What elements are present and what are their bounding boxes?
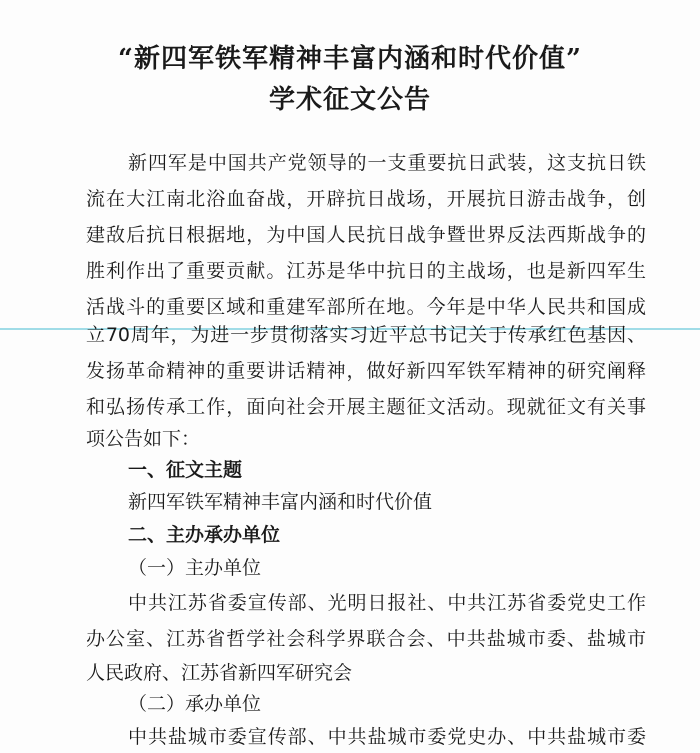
intro-line: 建敌后抗日根据地，为中国人民抗日战争暨世界反法西斯战争的 xyxy=(86,224,646,246)
intro-line: 发扬革命精神的重要讲话精神，做好新四军铁军精神的研究阐释 xyxy=(86,360,646,382)
intro-line: 流在大江南北浴血奋战，开辟抗日战场，开展抗日游击战争，创 xyxy=(86,188,646,210)
intro-line: 新四军是中国共产党领导的一支重要抗日武装，这支抗日铁 xyxy=(128,152,646,174)
body-line: 办公室、江苏省哲学社会科学界联合会、中共盐城市委、盐城市 xyxy=(86,628,646,650)
intro-line: 和弘扬传承工作，面向社会开展主题征文活动。现就征文有关事 xyxy=(86,396,646,418)
intro-line: 立70周年，为进一步贯彻落实习近平总书记关于传承红色基因、 xyxy=(86,324,646,346)
body-line: 人民政府、江苏省新四军研究会 xyxy=(86,662,353,684)
title-line-2: 学术征文公告 xyxy=(268,85,431,115)
body-line: 中共江苏省委宣传部、光明日报社、中共江苏省委党史工作 xyxy=(128,592,646,614)
body-line: 中共盐城市委宣传部、中共盐城市委党史办、中共盐城市委 xyxy=(128,726,646,748)
intro-line: 胜利作出了重要贡献。江苏是华中抗日的主战场，也是新四军生 xyxy=(86,260,646,282)
subsection-heading: （二）承办单位 xyxy=(128,693,262,715)
intro-line: 活战斗的重要区域和重建军部所在地。今年是中华人民共和国成 xyxy=(86,296,646,318)
section-heading: 一、征文主题 xyxy=(128,459,243,481)
title-line-1: “新四军铁军精神丰富内涵和时代价值” xyxy=(118,44,582,74)
intro-line: 项公告如下： xyxy=(86,428,201,450)
section-body: 新四军铁军精神丰富内涵和时代价值 xyxy=(128,491,433,513)
subsection-heading: （一）主办单位 xyxy=(128,557,262,579)
section-heading: 二、主办承办单位 xyxy=(128,524,281,546)
